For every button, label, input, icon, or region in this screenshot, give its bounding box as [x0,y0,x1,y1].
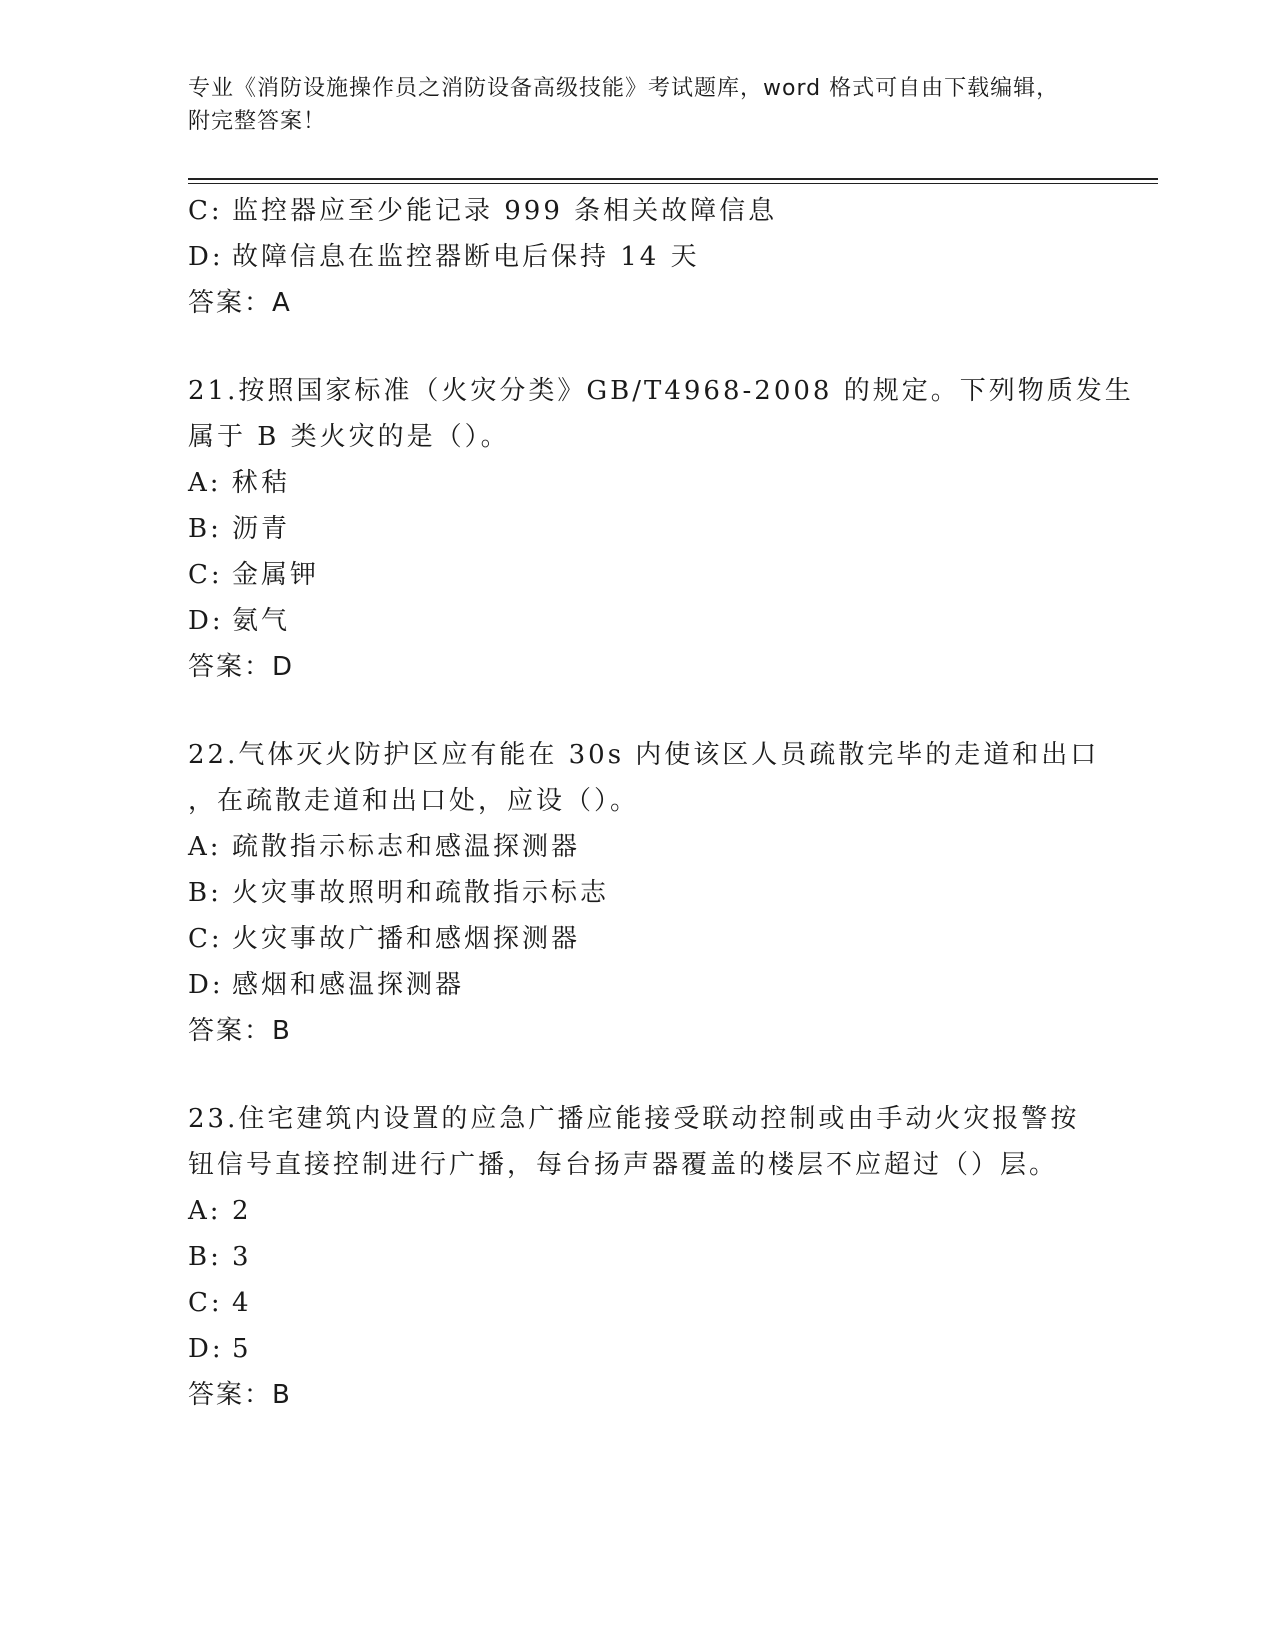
option-text: 3 [232,1242,252,1272]
question-stem-line: 22.气体灭火防护区应有能在 30s 内使该区人员疏散完毕的走道和出口 [188,740,1100,770]
option-c [188,188,1088,234]
question-stem-line: 钮信号直接控制进行广播，每台扬声器覆盖的楼层不应超过（）层。 [188,1150,1059,1180]
option-letter: B: [188,514,222,544]
option-letter: C: [188,924,223,954]
question-list [188,188,1134,1418]
question-stem-line: 23.住宅建筑内设置的应急广播应能接受联动控制或由手动火灾报警按 [188,1104,1080,1134]
question-21 [188,368,1134,690]
option-text: 4 [232,1288,252,1318]
option-text: 沥青 [232,514,291,544]
option-letter: D: [188,970,224,1000]
question-stem-line: ，在疏散走道和出口处，应设（）。 [188,786,640,816]
option-b [188,870,1088,916]
option-text: 秫秸 [232,468,291,498]
option-text: 5 [232,1334,252,1364]
option-c [188,916,1088,962]
option-b [188,506,1088,552]
option-a [188,460,1088,506]
option-letter: D: [188,242,224,272]
option-a [188,1188,1088,1234]
option-b [188,1234,1088,1280]
option-text: 监控器应至少能记录 999 条相关故障信息 [232,196,778,226]
option-d [188,962,1088,1008]
option-letter: A: [188,468,222,498]
option-d [188,598,1088,644]
option-c [188,1280,1088,1326]
option-d [188,1326,1088,1372]
option-text: 疏散指示标志和感温探测器 [232,832,581,862]
option-letter: C: [188,1288,223,1318]
option-letter: C: [188,560,223,590]
option-c [188,552,1088,598]
option-text: 火灾事故广播和感烟探测器 [232,924,581,954]
option-letter: B: [188,1242,222,1272]
question-stem-line: 属于 B 类火灾的是（）。 [188,422,510,452]
question-20-continuation [188,188,1088,326]
option-d [188,234,1088,280]
question-22 [188,732,1100,1054]
document-header: 专业《消防设施操作员之消防设备高级技能》考试题库，word 格式可自由下载编辑，附完整答案！ [188,76,1060,134]
answer-line: 答案：B [188,1016,292,1046]
option-letter: A: [188,832,222,862]
option-text: 火灾事故照明和疏散指示标志 [232,878,610,908]
option-letter: B: [188,878,222,908]
option-text: 2 [232,1196,252,1226]
option-letter: D: [188,606,224,636]
option-text: 金属钾 [232,560,320,590]
option-letter: A: [188,1196,222,1226]
header-divider-thick [188,178,1158,180]
option-text: 感烟和感温探测器 [232,970,465,1000]
option-a [188,824,1088,870]
answer-line: 答案：A [188,288,292,318]
option-letter: C: [188,196,223,226]
option-text: 氨气 [232,606,291,636]
answer-line: 答案：D [188,652,295,682]
option-text: 故障信息在监控器断电后保持 14 天 [232,242,700,272]
header-divider-thin [188,183,1158,184]
question-stem-line: 21.按照国家标准（火灾分类》GB/T4968-2008 的规定。下列物质发生 [188,376,1134,406]
answer-line: 答案：B [188,1380,292,1410]
option-letter: D: [188,1334,224,1364]
question-23 [188,1096,1088,1418]
